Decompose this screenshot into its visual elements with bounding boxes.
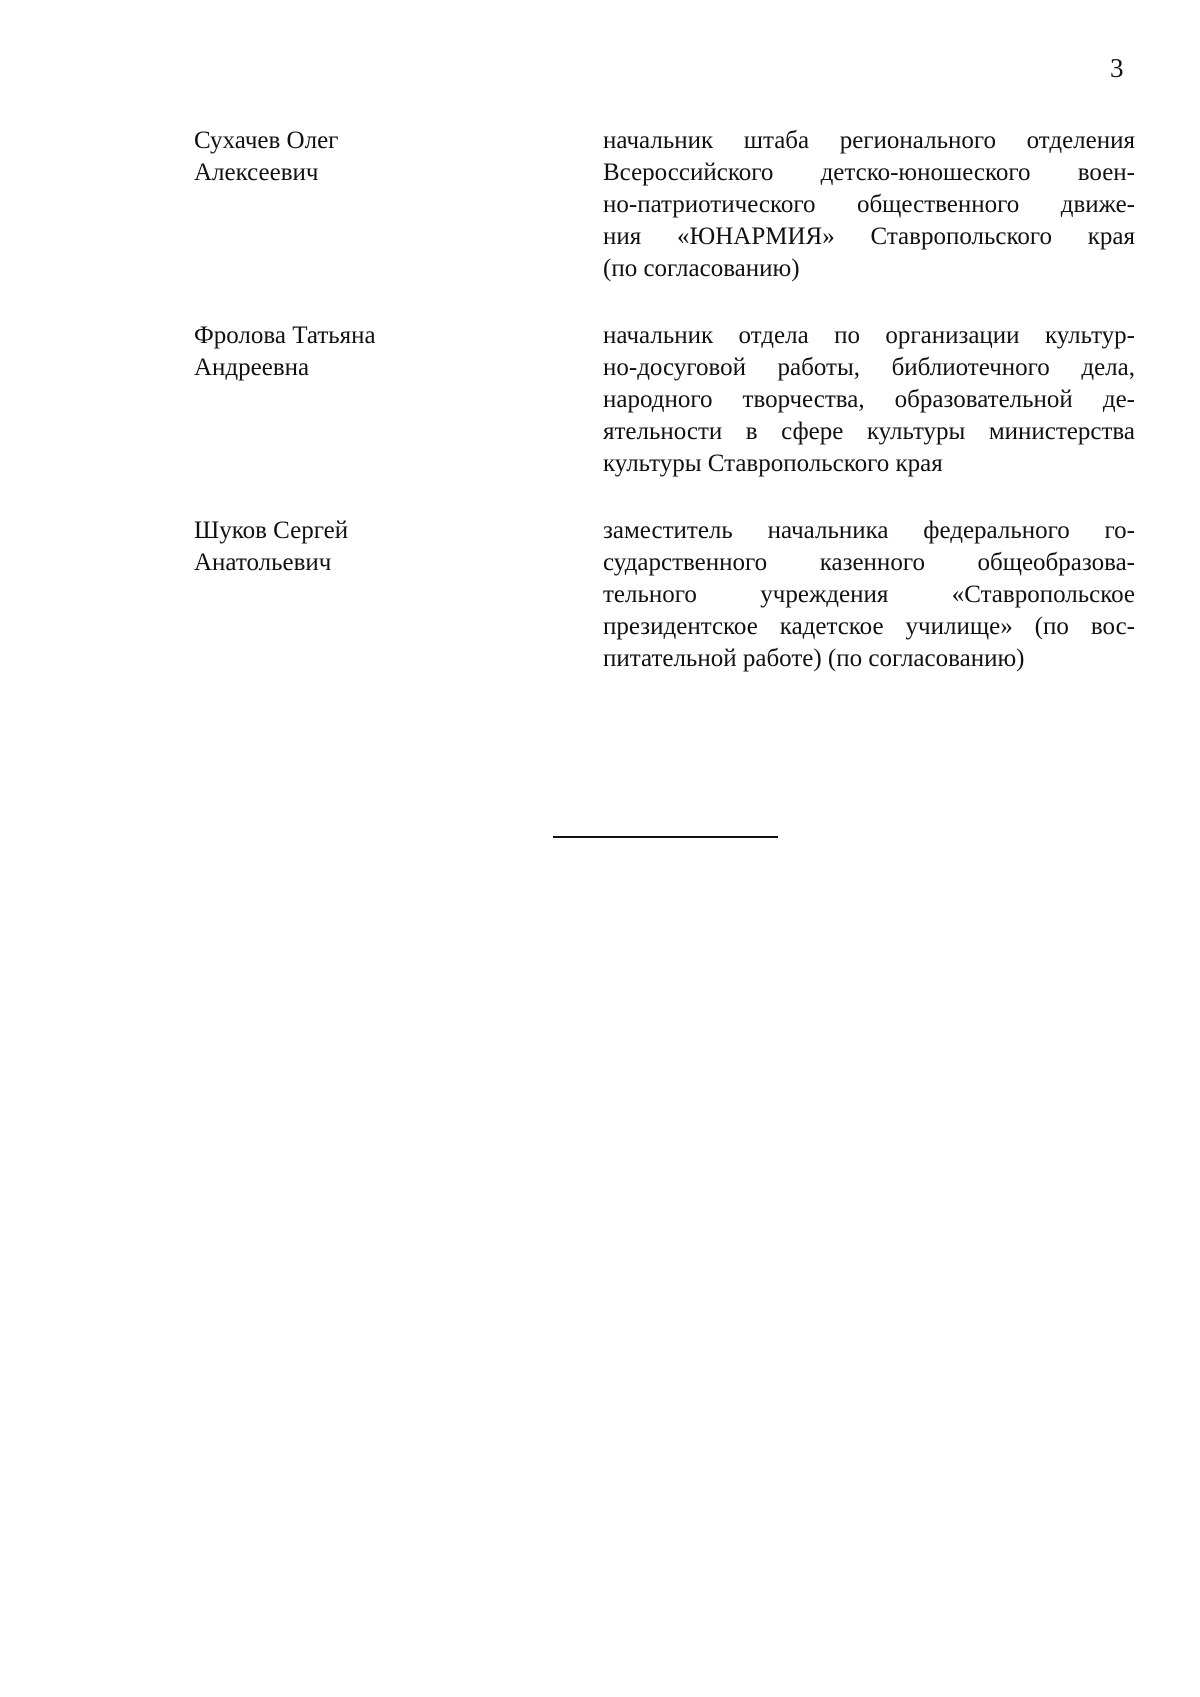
- position-line: заместитель начальника федерального го-: [603, 517, 1135, 544]
- member-surname-firstname: Сухачев Олег: [194, 127, 339, 154]
- position-line: культуры Ставропольского края: [603, 450, 943, 477]
- position-line: но-патриотического общественного движе-: [603, 191, 1135, 218]
- position-line: начальник штаба регионального отделения: [603, 127, 1135, 154]
- member-name: [194, 515, 524, 579]
- member-name: [194, 125, 524, 189]
- member-patronymic: Анатольевич: [194, 549, 332, 576]
- member-position: [603, 125, 1135, 285]
- position-line: но-досуговой работы, библиотечного дела,: [603, 354, 1135, 381]
- member-surname-firstname: Шуков Сергей: [194, 517, 349, 544]
- position-line: сударственного казенного общеобразова-: [603, 549, 1135, 576]
- page-number: 3: [1110, 53, 1124, 83]
- position-line: начальник отдела по организации культур-: [603, 322, 1135, 349]
- member-patronymic: Андреевна: [194, 354, 310, 381]
- member-position: [603, 515, 1135, 675]
- member-name: [194, 320, 524, 384]
- position-line: ятельности в сфере культуры министерства: [603, 418, 1135, 445]
- position-line: (по согласованию): [603, 255, 800, 282]
- position-line: тельного учреждения «Ставропольское: [603, 581, 1135, 608]
- member-patronymic: Алексеевич: [194, 159, 319, 186]
- position-line: народного творчества, образовательной де-: [603, 386, 1135, 413]
- end-of-list-divider: [553, 836, 778, 838]
- position-line: президентское кадетское училище» (по вос-: [603, 613, 1135, 640]
- position-line: ния «ЮНАРМИЯ» Ставропольского края: [603, 223, 1135, 250]
- position-line: питательной работе) (по согласованию): [603, 645, 1025, 672]
- member-position: [603, 320, 1135, 480]
- position-line: Всероссийского детско-юношеского воен-: [603, 159, 1135, 186]
- member-surname-firstname: Фролова Татьяна: [194, 322, 376, 349]
